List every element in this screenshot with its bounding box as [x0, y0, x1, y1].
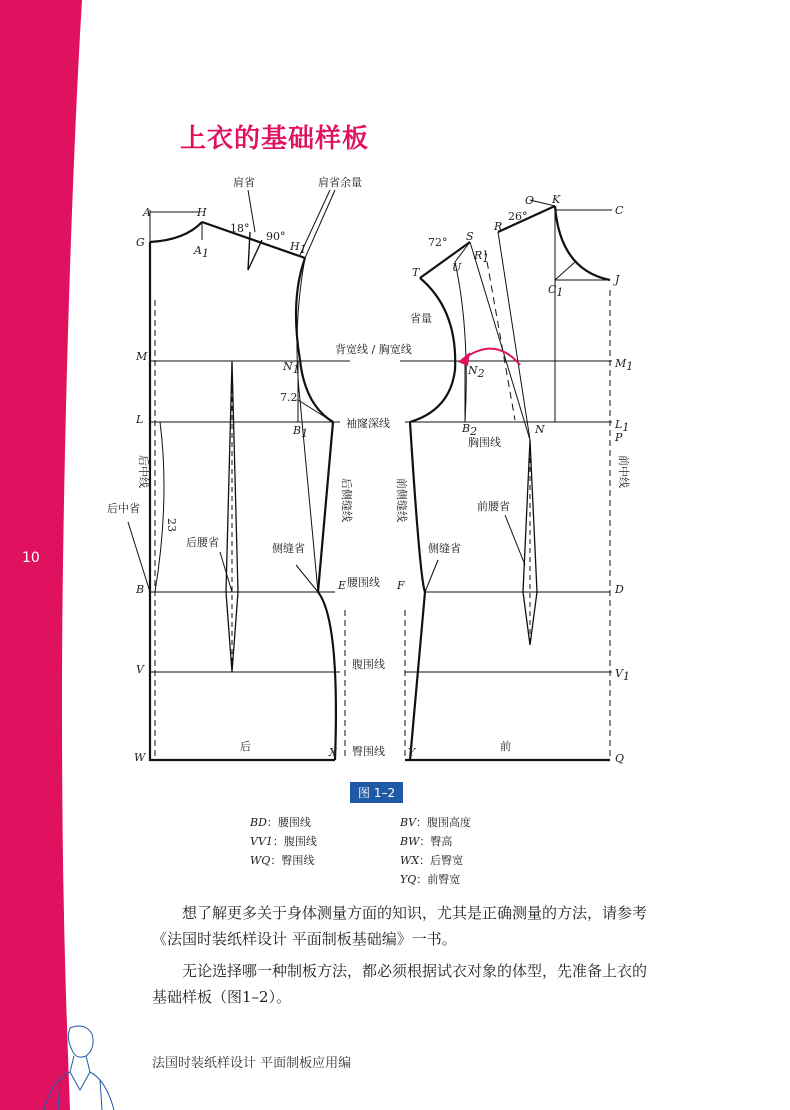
svg-text:M1: M1 [615, 357, 634, 373]
label-side-seam-dart-back: 侧缝省 [272, 542, 305, 555]
label-measure-23: 23 [165, 518, 178, 532]
svg-text:H: H [197, 206, 207, 219]
svg-text:B2: B2 [462, 422, 478, 438]
page-footer: 法国时装纸样设计 平面制板应用编 [152, 1056, 352, 1071]
legend-item: VV1：腹围线 [250, 835, 317, 848]
label-abdomen-line: 腹围线 [352, 658, 385, 671]
label-front-side-seam: 前侧缝线 [395, 478, 408, 522]
svg-text:R: R [494, 220, 503, 233]
svg-text:A1: A1 [194, 244, 209, 260]
paragraph-2: 无论选择哪一种制板方法，都必须根据试衣对象的体型，先准备上衣的基础样板（图1–2）。 [152, 962, 648, 1006]
label-shoulder-dart: 肩省 [233, 176, 255, 189]
legend-item: WX：后臀宽 [400, 854, 464, 867]
svg-text:H1: H1 [290, 240, 307, 256]
svg-text:J: J [615, 273, 620, 286]
svg-text:S: S [466, 230, 474, 243]
svg-text:E: E [338, 579, 347, 592]
svg-text:Y: Y [408, 746, 416, 759]
svg-text:T: T [412, 266, 420, 279]
svg-text:N1: N1 [283, 360, 300, 376]
label-measure-7-2: 7.2 [280, 391, 298, 404]
fashion-figure-illustration [30, 1020, 120, 1110]
label-front-waist-dart: 前腰省 [477, 500, 510, 513]
svg-text:N: N [535, 423, 545, 436]
label-waist-line: 腰围线 [347, 576, 380, 589]
page-title: 上衣的基础样板 [180, 124, 370, 154]
label-hip-line: 臀围线 [352, 745, 385, 758]
svg-text:C1: C1 [548, 283, 564, 299]
svg-text:L: L [136, 413, 144, 426]
svg-text:B: B [136, 583, 145, 596]
svg-text:W: W [134, 751, 146, 764]
legend-item: BW：臀高 [400, 835, 453, 848]
svg-text:D: D [615, 583, 624, 596]
label-back-center-line: 后中线 [137, 455, 150, 488]
svg-text:R1: R1 [474, 249, 490, 265]
figure-label: 图 1–2 [350, 782, 403, 803]
legend-item: BV：腹围高度 [400, 816, 472, 829]
label-front-center-line: 前中线 [617, 455, 630, 488]
svg-text:U: U [452, 261, 462, 274]
svg-text:X: X [329, 746, 337, 759]
label-armhole-depth-line: 袖窿深线 [346, 417, 390, 430]
label-shoulder-dart-excess: 肩省余量 [318, 176, 362, 189]
svg-text:P: P [615, 431, 623, 444]
label-front: 前 [500, 740, 511, 753]
svg-text:B1: B1 [293, 424, 309, 440]
label-angle-26: 26° [508, 210, 528, 223]
page-number: 10 [22, 550, 40, 566]
svg-text:O: O [525, 194, 535, 207]
label-bust-line: 胸围线 [468, 436, 501, 449]
svg-text:F: F [397, 579, 405, 592]
svg-text:G: G [136, 236, 145, 249]
label-back-width-line: 背宽线 / 胸宽线 [335, 343, 412, 356]
svg-text:L1: L1 [615, 418, 630, 434]
legend-item: BD：腰围线 [250, 816, 311, 829]
label-back-side-seam: 后侧缝线 [340, 478, 353, 522]
label-angle-90: 90° [266, 230, 286, 243]
svg-text:V1: V1 [615, 667, 630, 683]
svg-text:Q: Q [615, 752, 625, 765]
legend-item: YQ：前臀宽 [400, 873, 461, 886]
svg-text:V: V [136, 663, 144, 676]
label-side-seam-dart-front: 侧缝省 [428, 542, 461, 555]
svg-text:N2: N2 [468, 364, 485, 380]
label-back: 后 [240, 740, 251, 753]
label-back-waist-dart: 后腰省 [186, 536, 219, 549]
paragraph-1: 想了解更多关于身体测量方面的知识，尤其是正确测量的方法，请参考《法国时装纸样设计 平面制板基础编》一书。 [152, 904, 648, 948]
label-angle-72: 72° [428, 236, 448, 249]
legend-item: WQ：臀围线 [250, 854, 315, 867]
svg-text:M: M [136, 350, 148, 363]
label-dart-amount: 省量 [410, 312, 432, 325]
svg-text:A: A [143, 206, 151, 219]
svg-text:K: K [552, 193, 561, 206]
label-angle-18: 18° [230, 222, 250, 235]
svg-text:C: C [615, 204, 624, 217]
label-back-center-dart: 后中省 [107, 502, 140, 515]
